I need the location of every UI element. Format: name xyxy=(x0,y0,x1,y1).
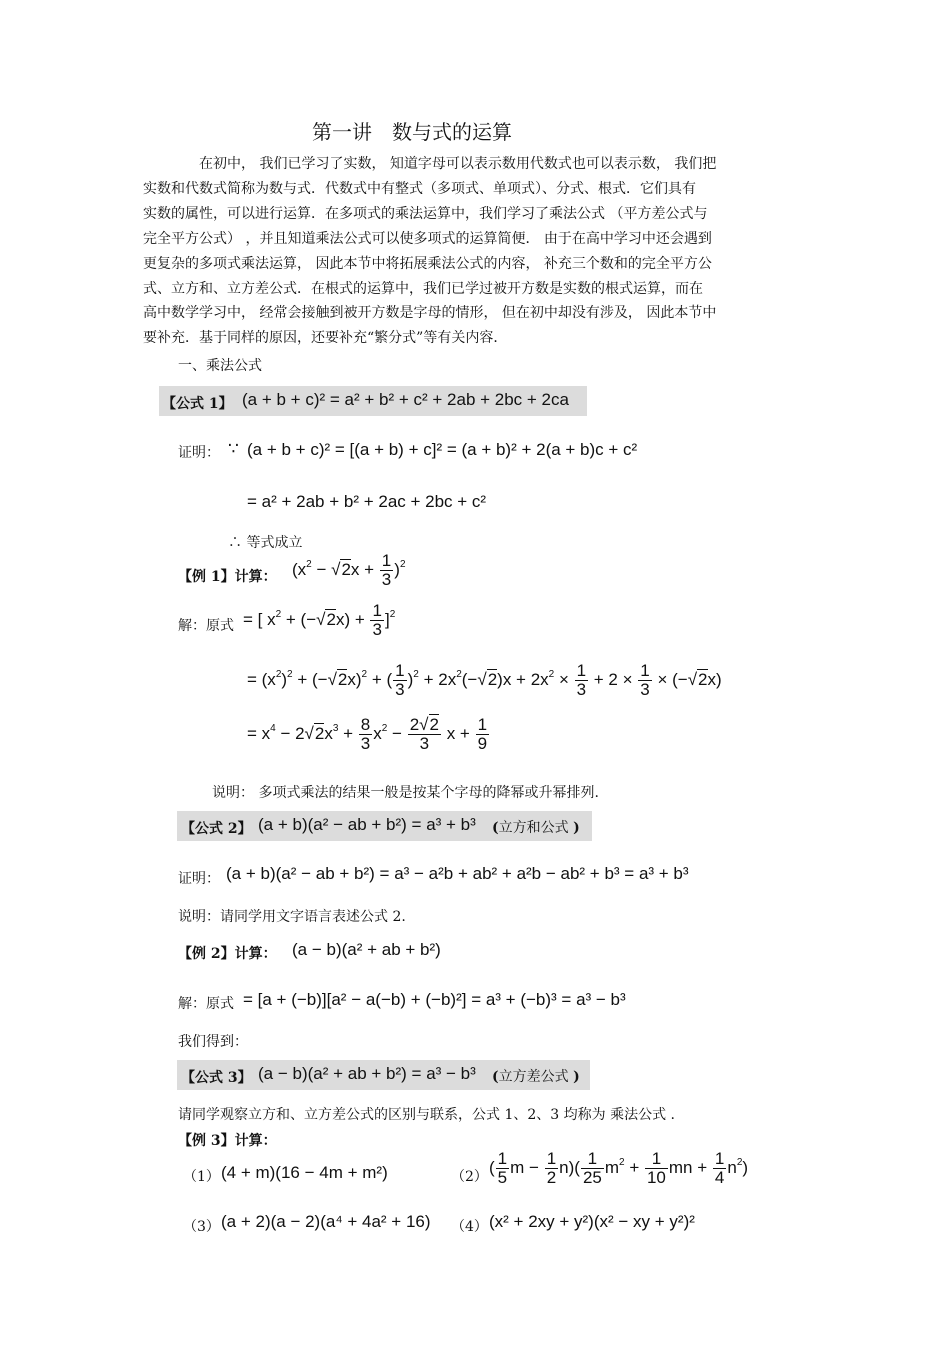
example-3-item-1-num: （1） xyxy=(183,1169,220,1185)
formula-2-name: (立方和公式 ) xyxy=(492,820,580,836)
example-3-label: 【例 3】计算： xyxy=(178,1133,277,1149)
proof-1-line-1: (a + b + c)² = [(a + b) + c]² = (a + b)² + 2(a + b)c + c² xyxy=(247,440,638,459)
intro-line: 实数的属性，可以进行运算．在多项式的乘法运算中，我们学习了乘法公式 （平方差公式与 xyxy=(143,205,708,222)
example-1-step-1: = [ $x^2 + (-√2x)$ + $\frac{1}{3}$ ]$^2$ xyxy=(243,601,396,639)
because-symbol: ∵ xyxy=(228,439,239,458)
example-1-expr: ($x^2 - √2x$ + $\frac{1}{3}$ )$^2$ xyxy=(292,551,406,589)
example-3-item-2: ( $\frac{1}{5}$ m − $\frac{1}{2}$ n)( $\frac{1}{25}$ $m^2$ + $\frac{1}{10}$ mn + $\frac{1}{4}$ $n^2$) xyxy=(489,1149,749,1187)
intro-line: 式、立方和、立方差公式．在根式的运算中，我们已学过被开方数是实数的根式运算，而在 xyxy=(143,280,703,297)
intro-line: 在初中， 我们已学习了实数， 知道字母可以表示数用代数式也可以表示数， 我们把 xyxy=(143,156,717,172)
note-2: 说明：请同学用文字语言表述公式 2. xyxy=(178,909,406,925)
we-get: 我们得到： xyxy=(178,1034,248,1050)
example-3-item-3-num: （3） xyxy=(183,1219,220,1235)
intro-line: 高中数学学习中， 经常会接触到被开方数是字母的情形， 但在初中却没有涉及， 因此本节中 xyxy=(143,305,717,322)
example-3-item-1: (4 + m)(16 − 4m + m²) xyxy=(221,1163,388,1182)
formula-1-expr: (a + b + c)² = a² + b² + c² + 2ab + 2bc + 2ca xyxy=(242,390,569,409)
intro-paragraph xyxy=(143,152,803,351)
example-1-solution-label: 解：原式 xyxy=(178,618,234,634)
example-3-item-2-num: （2） xyxy=(451,1169,488,1185)
formula-1-label: 【公式 1】 xyxy=(162,396,233,412)
proof-2-label: 证明： xyxy=(178,871,220,887)
example-1-label: 【例 1】计算： xyxy=(178,569,277,585)
formula-2-label: 【公式 2】 xyxy=(181,821,252,837)
intro-line: 要补充．基于同样的原因，还要补充“繁分式”等有关内容． xyxy=(143,330,508,347)
page-title: 第一讲 数与式的运算 xyxy=(312,120,512,144)
proof-1-line-2: = a² + 2ab + b² + 2ac + 2bc + c² xyxy=(247,492,487,511)
example-1-step-3: = $x^4 - 2√2x^3$ + $\frac{8}{3}$ $x^2$ − $\frac{2√2}{3}$ x + $\frac{1}{9}$ xyxy=(247,715,488,753)
observe-line: 请同学观察立方和、立方差公式的区别与联系，公式 1、2、3 均称为 乘法公式 . xyxy=(178,1107,675,1123)
intro-line: 完全平方公式） ，并且知道乘法公式可以使多项式的运算简便． 由于在高中学习中还会遇到 xyxy=(143,230,712,247)
example-3-item-3: (a + 2)(a − 2)(a⁴ + 4a² + 16) xyxy=(221,1212,431,1231)
intro-line: 更复杂的多项式乘法运算， 因此本节中将拓展乘法公式的内容， 补充三个数和的完全平方公 xyxy=(143,255,712,272)
proof-1-label: 证明： xyxy=(178,445,220,461)
proof-2-expr: (a + b)(a² − ab + b²) = a³ − a²b + ab² + a²b − ab² + b³ = a³ + b³ xyxy=(226,864,689,883)
example-2-solution: = [a + (−b)][a² − a(−b) + (−b)²] = a³ + (−b)³ = a³ − b³ xyxy=(243,990,626,1009)
example-1-step-2: = $(x^2)^2 + (-√2x)^2$ + ( $\frac{1}{3}$ )$^2 + 2x^2(-√2)x + 2x^2$ × $\frac{1}{3}$ + 2 × $\frac{1}{3}$ × (−√2x) xyxy=(247,661,722,699)
example-1-note: 说明： 多项式乘法的结果一般是按某个字母的降幂或升幂排列. xyxy=(212,785,599,801)
example-2-solution-label: 解：原式 xyxy=(178,996,234,1012)
formula-3-name: (立方差公式 ) xyxy=(492,1069,580,1085)
formula-3-expr: (a − b)(a² + ab + b²) = a³ − b³ xyxy=(258,1064,476,1083)
formula-3-label: 【公式 3】 xyxy=(181,1070,252,1086)
therefore-line: ∴ 等式成立 xyxy=(228,535,303,551)
example-3-item-4: (x² + 2xy + y²)(x² − xy + y²)² xyxy=(489,1212,695,1231)
section-heading: 一、乘法公式 xyxy=(178,358,262,374)
example-2-expr: (a − b)(a² + ab + b²) xyxy=(292,940,441,959)
example-3-item-4-num: （4） xyxy=(451,1219,488,1235)
formula-2-expr: (a + b)(a² − ab + b²) = a³ + b³ xyxy=(258,815,476,834)
example-2-label: 【例 2】计算： xyxy=(178,946,277,962)
intro-line: 实数和代数式简称为数与式．代数式中有整式（多项式、单项式）、分式、根式．它们具有 xyxy=(143,180,696,197)
